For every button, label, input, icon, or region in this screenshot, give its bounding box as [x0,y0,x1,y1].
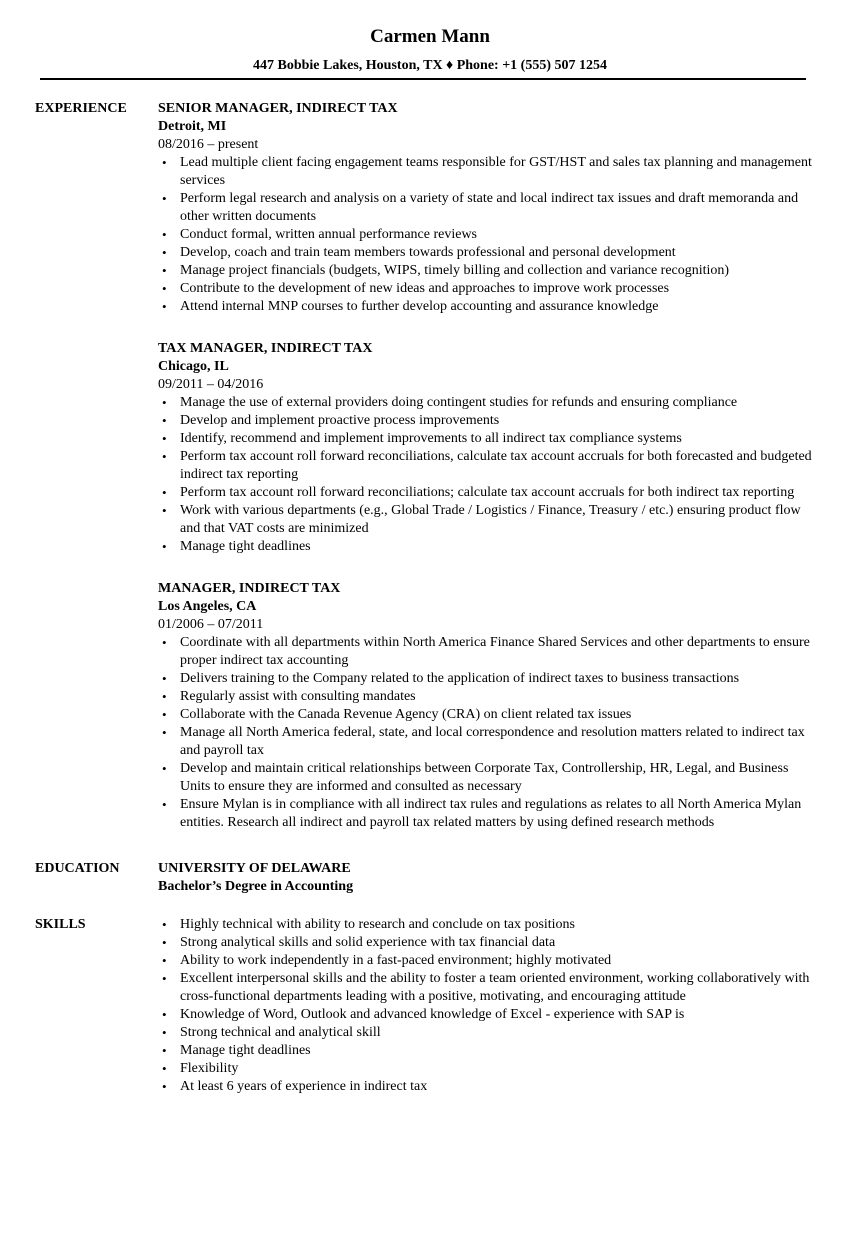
list-item: • Manage all North America federal, state, and local correspondence and resolution matters related to indirect tax and payroll tax [158,724,818,760]
list-item: • Ensure Mylan is in compliance with all indirect tax rules and regulations as relates to all North America Mylan entities. Research all indirect and payroll tax related matters by using defined research methods [158,796,818,832]
list-item: • Conduct formal, written annual performance reviews [158,226,818,244]
list-item: • Ability to work independently in a fast-paced environment; highly motivated [158,952,818,970]
candidate-name: Carmen Mann [370,26,490,47]
job-location: Chicago, IL [158,359,229,374]
list-item: • Perform legal research and analysis on a variety of state and local indirect tax issues and draft memoranda and other written documents [158,190,818,226]
skills-label: SKILLS [35,917,86,932]
job-dates: 08/2016 – present [158,137,259,152]
experience-label: EXPERIENCE [35,101,127,116]
list-item: • Manage tight deadlines [158,1042,818,1060]
list-item: • Manage project financials (budgets, WIPS, timely billing and collection and variance recognition) [158,262,818,280]
job-bullets [158,634,818,832]
job-location: Detroit, MI [158,119,227,134]
job-entry [158,340,818,556]
job-bullets [158,394,818,556]
skills-section [0,916,860,1096]
list-item: • Manage the use of external providers doing contingent studies for refunds and ensuring compliance [158,394,818,412]
list-item: • Lead multiple client facing engagement teams responsible for GST/HST and sales tax planning and management services [158,154,818,190]
list-item: • Work with various departments (e.g., Global Trade / Logistics / Finance, Treasury / etc.) ensuring product flow and that VAT costs are minimized [158,502,818,538]
skills-list [158,916,818,1096]
list-item: • Delivers training to the Company related to the application of indirect taxes to business transactions [158,670,818,688]
list-item: • Develop and implement proactive process improvements [158,412,818,430]
header-divider [40,78,806,80]
job-dates: 01/2006 – 07/2011 [158,617,264,632]
skills-body [158,916,818,1096]
job-entry [158,580,818,832]
education-body [158,860,818,896]
job-title: TAX MANAGER, INDIRECT TAX [158,341,373,356]
education-label: EDUCATION [35,861,120,876]
list-item: • Excellent interpersonal skills and the ability to foster a team oriented environment, working collaboratively with cross-functional departments leading with a positive, motivating, and encouraging attitude [158,970,818,1006]
resume-header [0,0,860,75]
job-location: Los Angeles, CA [158,599,257,614]
education-section [0,860,860,896]
list-item: • Knowledge of Word, Outlook and advanced knowledge of Excel - experience with SAP is [158,1006,818,1024]
list-item: • Regularly assist with consulting mandates [158,688,818,706]
job-title: MANAGER, INDIRECT TAX [158,581,341,596]
list-item: • Attend internal MNP courses to further develop accounting and assurance knowledge [158,298,818,316]
list-item: • Develop and maintain critical relationships between Corporate Tax, Controllership, HR, Legal, and Business Units to ensure they are informed and consulted as necessary [158,760,818,796]
list-item: • Flexibility [158,1060,818,1078]
list-item: • Identify, recommend and implement improvements to all indirect tax compliance systems [158,430,818,448]
job-title: SENIOR MANAGER, INDIRECT TAX [158,101,398,116]
list-item: • Develop, coach and train team members towards professional and personal development [158,244,818,262]
list-item: • Contribute to the development of new ideas and approaches to improve work processes [158,280,818,298]
list-item: • Coordinate with all departments within North America Finance Shared Services and other departments to ensure proper indirect tax accounting [158,634,818,670]
experience-section [0,100,860,832]
list-item: • Strong technical and analytical skill [158,1024,818,1042]
school-name: UNIVERSITY OF DELAWARE [158,861,351,876]
list-item: • Manage tight deadlines [158,538,818,556]
list-item: • Collaborate with the Canada Revenue Agency (CRA) on client related tax issues [158,706,818,724]
experience-body [158,100,818,832]
job-entry [158,100,818,316]
list-item: • Perform tax account roll forward reconciliations, calculate tax account accruals for both forecasted and budgeted indirect tax reporting [158,448,818,484]
contact-line: 447 Bobbie Lakes, Houston, TX ♦ Phone: +1 (555) 507 1254 [252,58,607,73]
list-item: • At least 6 years of experience in indirect tax [158,1078,818,1096]
job-bullets [158,154,818,316]
list-item: • Strong analytical skills and solid experience with tax financial data [158,934,818,952]
list-item: • Highly technical with ability to research and conclude on tax positions [158,916,818,934]
list-item: • Perform tax account roll forward reconciliations; calculate tax account accruals for both indirect tax reporting [158,484,818,502]
degree: Bachelor’s Degree in Accounting [158,879,354,894]
job-dates: 09/2011 – 04/2016 [158,377,264,392]
